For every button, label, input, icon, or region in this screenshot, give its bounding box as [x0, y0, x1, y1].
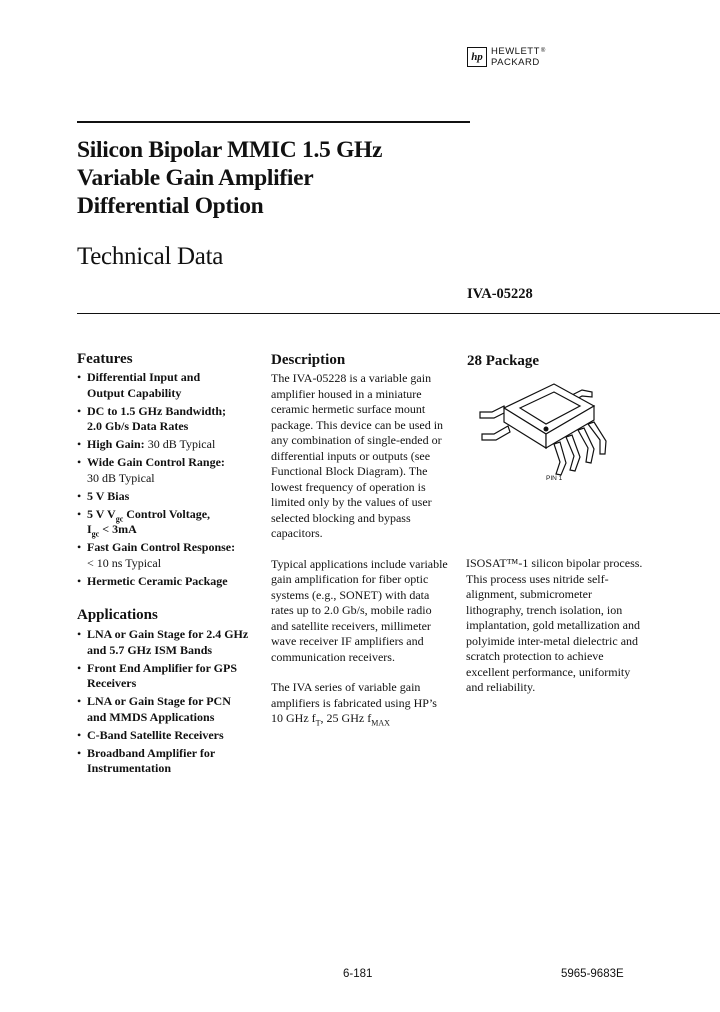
description-body [271, 371, 451, 727]
applications-list [77, 627, 267, 779]
page-subtitle: Technical Data [77, 243, 224, 270]
list-item: • Fast Gain Control Response: < 10 ns Typical [77, 540, 267, 571]
list-item: • LNA or Gain Stage for 2.4 GHz and 5.7 GHz ISM Bands [77, 627, 267, 658]
title-line-1: Silicon Bipolar MMIC 1.5 GHz [77, 137, 383, 163]
list-item: • 5 V $V_{gc}$ Control Voltage, $I_{gc} < 3mA$ [77, 507, 267, 538]
hp-logo [467, 46, 577, 70]
list-item: • DC to 1.5 GHz Bandwidth; 2.0 Gb/s Data Rates [77, 404, 267, 435]
document-number: 5965-9683E [561, 968, 624, 980]
applications-heading: Applications [77, 607, 158, 623]
logo-text-hewlett: HEWLETT [491, 46, 540, 57]
package-lead [566, 435, 580, 471]
list-item: • C-Band Satellite Receivers [77, 728, 267, 744]
features-list [77, 370, 267, 592]
list-item: • High Gain: 30 dB Typical [77, 437, 267, 453]
list-item: • LNA or Gain Stage for PCN and MMDS Applications [77, 694, 267, 725]
hp-logo-mark: hp [467, 47, 487, 67]
description-heading: Description [271, 352, 346, 368]
package-lead [554, 442, 566, 475]
list-item: • 5 V Bias [77, 489, 267, 505]
package-lead [482, 426, 510, 440]
section-rule [77, 313, 720, 314]
list-item: • Differential Input and Output Capability [77, 370, 267, 401]
package-lead [480, 406, 506, 418]
list-item: • Front End Amplifier for GPS Receivers [77, 661, 267, 692]
title-line-2: Variable Gain Amplifier [77, 165, 314, 191]
part-number: IVA-05228 [467, 286, 533, 302]
description-paragraph-3: The IVA series of variable gain amplifiers is fabricated using HP’s 10 GHz $f_T$, 25 GHz $f_{MAX}$ [271, 680, 437, 728]
description-paragraph-1: The IVA-05228 is a variable gain amplifier housed in a miniature ceramic hermetic surface mount package. This device can be used in any combination of single-ended or differential inputs or outputs (see Functional Block Diagram). The lowest frequency of operation is limited only by the values of user selected blocking and bypass capacitors. [271, 371, 444, 540]
list-item: • Wide Gain Control Range: 30 dB Typical [77, 455, 267, 486]
page-number: 6-181 [343, 968, 373, 980]
title-line-3: Differential Option [77, 193, 264, 219]
features-heading: Features [77, 351, 133, 367]
title-rule [77, 121, 470, 123]
package-lead [578, 428, 594, 463]
pin1-label: PIN 1 [546, 475, 563, 482]
logo-text-packard: PACKARD [491, 57, 540, 68]
package-drawing [474, 378, 624, 488]
package-heading: 28 Package [467, 353, 540, 369]
list-item: • Hermetic Ceramic Package [77, 574, 267, 590]
pin1-marker-dot [544, 427, 549, 432]
logo-trademark: ® [540, 48, 546, 54]
description-paragraph-2: Typical applications include variable gain amplification for fiber optic systems (e.g., SONET) with data rates up to 2.0 Gb/s, mobile radio and satellite receivers, millimeter wave receiver IF amplifiers and communication receivers. [271, 556, 448, 664]
page-title [77, 136, 477, 220]
column3-paragraph: ISOSAT™-1 silicon bipolar process. This process uses nitride self-alignment, submicrometer lithography, trench isolation, ion implantation, gold metallization and polyimide inter-metal dielectric and scratch protection to achieve excellent performance, uniformity and reliability. [466, 556, 643, 694]
list-item: • Broadband Amplifier for Instrumentation [77, 746, 267, 777]
